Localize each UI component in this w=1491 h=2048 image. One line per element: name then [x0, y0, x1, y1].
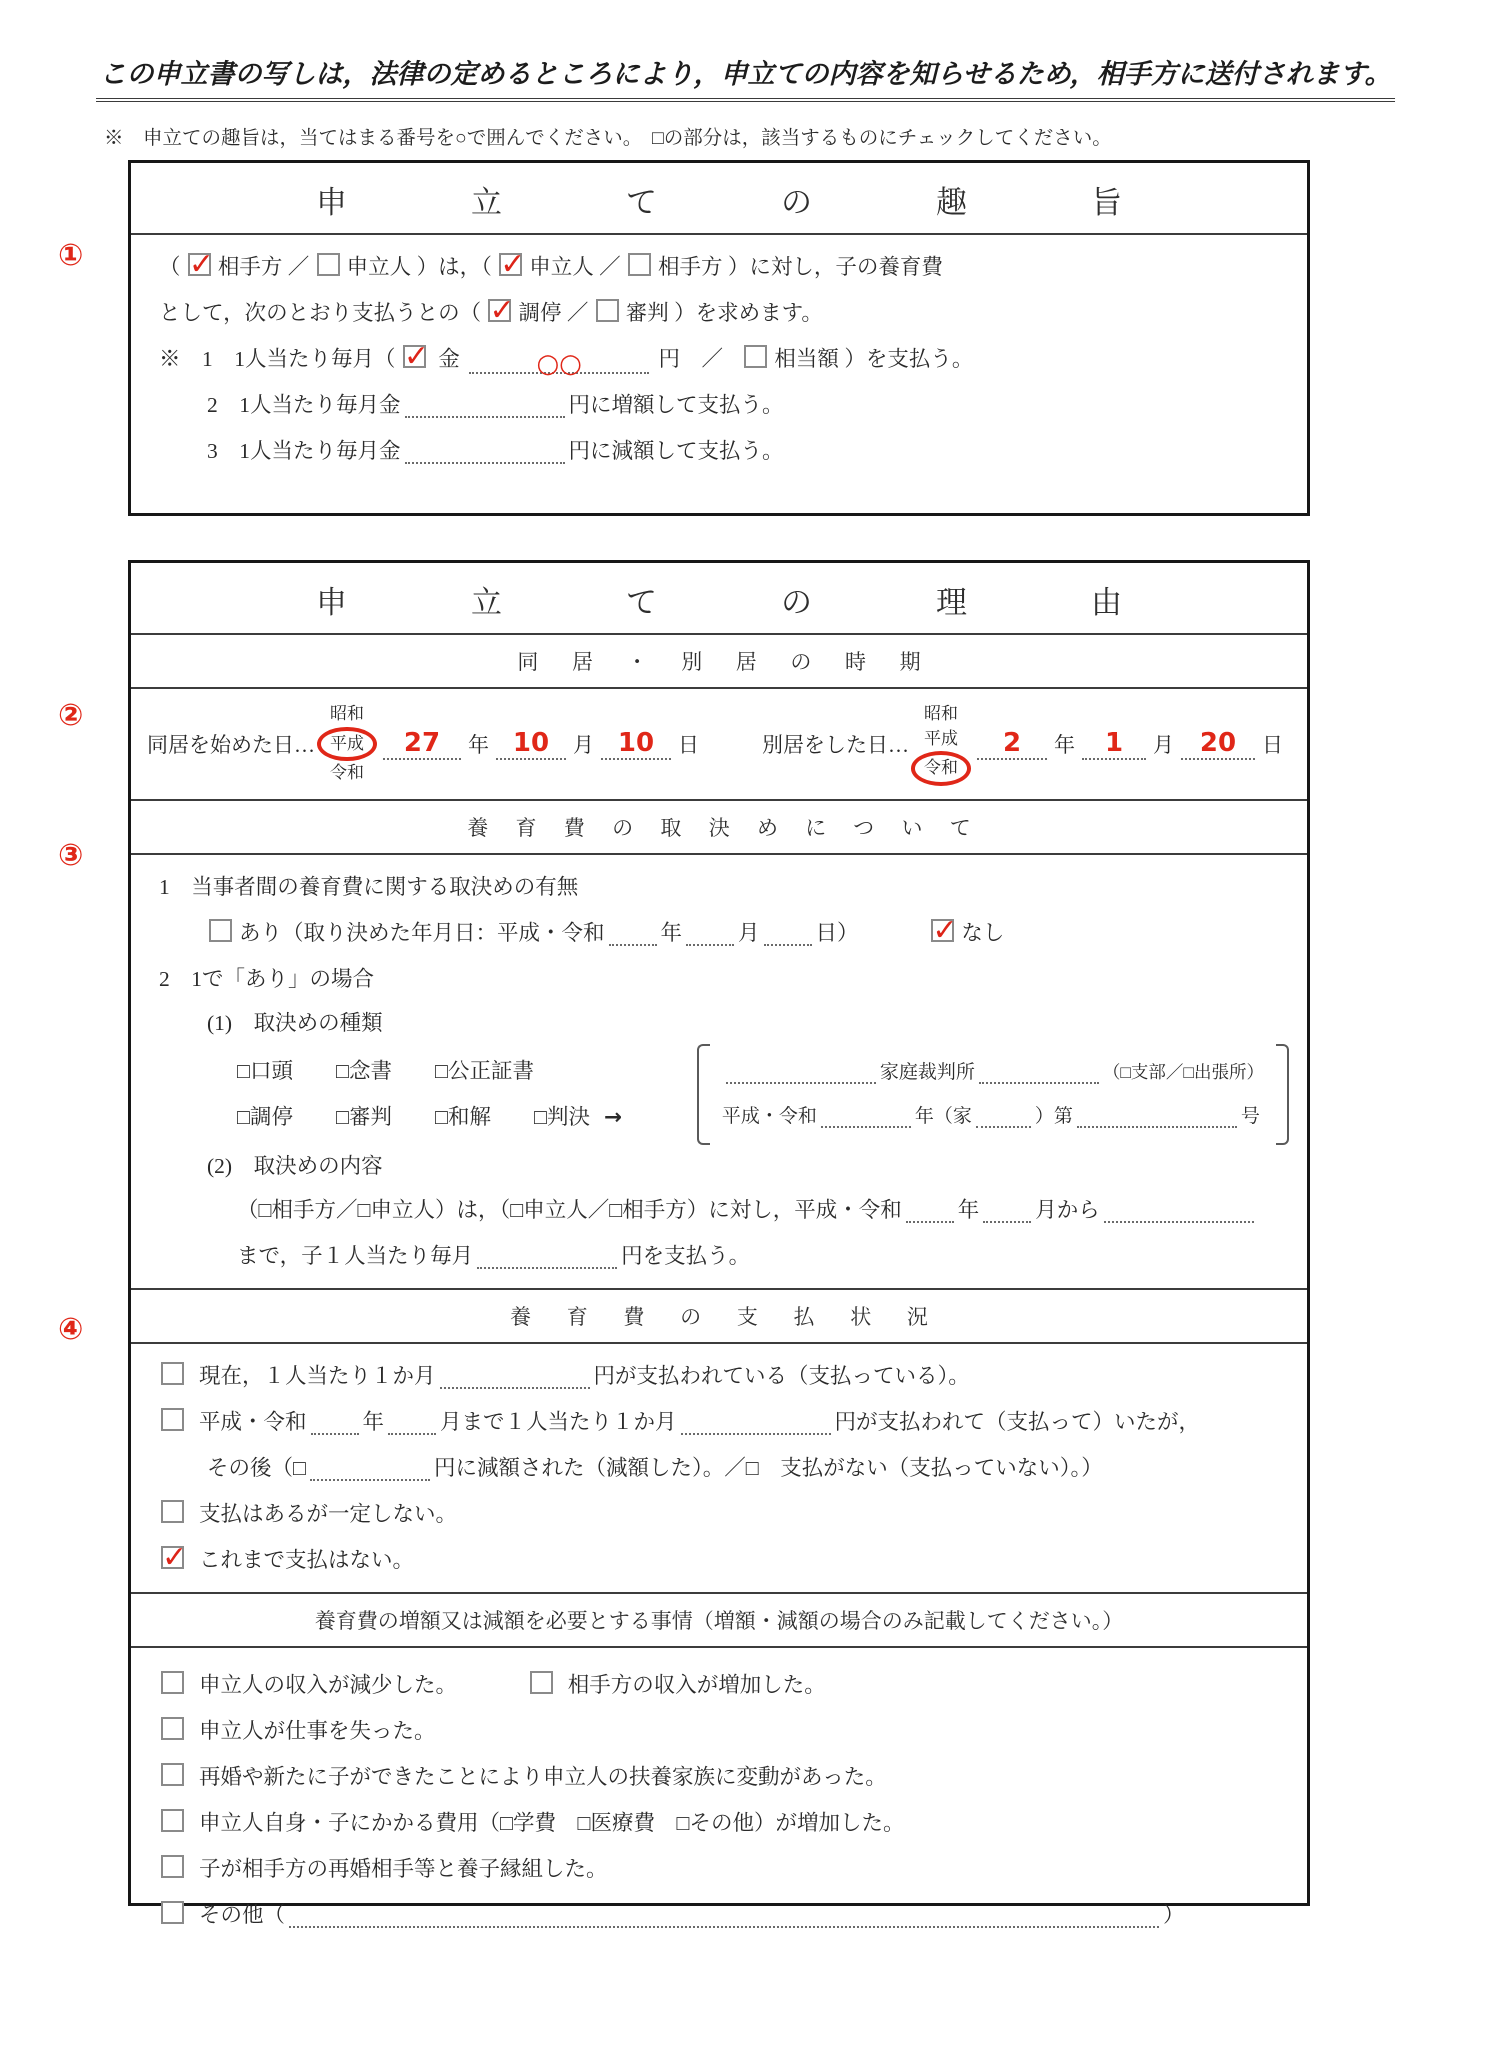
text: 月から [1035, 1198, 1100, 1222]
era-heisei-circled[interactable]: 平成 [317, 727, 377, 762]
label-adjudication: 審判 [625, 301, 669, 325]
text: ）第 [1034, 1106, 1073, 1127]
text: ） [1163, 1903, 1185, 1927]
label-payee-opponent: 相手方 [657, 255, 723, 279]
annotation-marker-3: ③ [58, 838, 84, 873]
past-month-field[interactable] [388, 1403, 436, 1435]
agreement-type-row-1[interactable]: □口頭 □念書 □公正証書 [237, 1059, 534, 1083]
checkbox-irregular-payment[interactable] [161, 1500, 184, 1523]
agreement-content-line-1 [159, 1187, 1289, 1233]
annotation-marker-2: ② [58, 698, 84, 733]
checkbox-payee-petitioner[interactable] [499, 253, 522, 276]
annotation-marker-4: ④ [58, 1312, 84, 1347]
label-opponent-income-increased: 相手方の収入が増加した。 [567, 1673, 826, 1697]
text: ※ 1 1人当たり毎月（ [159, 347, 396, 371]
text: （ [159, 255, 181, 279]
cohabit-month-value: 10 [512, 728, 550, 758]
era-stack-cohabit [317, 702, 377, 786]
era-reiwa[interactable]: 令和 [330, 763, 364, 783]
unit-month: 月 [573, 733, 594, 757]
unit-year-2: 年 [1054, 733, 1075, 757]
text: 平成・令和 [721, 1106, 817, 1127]
text: 月まで１人当たり１か月 [440, 1410, 677, 1434]
checkbox-child-adopted[interactable] [161, 1855, 184, 1878]
text: 号 [1240, 1106, 1260, 1127]
change-row-2 [159, 1708, 1289, 1754]
text: 2 1人当たり毎月金 [207, 393, 401, 417]
cohabit-day-value: 10 [617, 728, 655, 758]
label-lost-job: 申立人が仕事を失った。 [199, 1719, 436, 1743]
copy-sent-notice: この申立書の写しは，法律の定めるところにより，申立ての内容を知らせるため，相手方に送付されます。 [96, 52, 1396, 102]
separation-label: 別居をした日… [762, 733, 909, 757]
checkbox-paid-currently[interactable] [161, 1362, 184, 1385]
cohabitation-dates-row [131, 689, 1307, 799]
court-name-field-2[interactable] [979, 1052, 1099, 1084]
text: 円が支払われて（支払って）いたが， [834, 1410, 1201, 1434]
label-paid-currently: 現在，１人当たり１か月 [199, 1364, 436, 1388]
payment-current-line [159, 1353, 1289, 1399]
cohabit-day-field[interactable] [601, 728, 671, 760]
label-payer-opponent: 相手方 [217, 255, 283, 279]
agreement-content-line-2 [159, 1233, 1289, 1279]
separation-month-field[interactable] [1082, 728, 1146, 760]
agreement-case-heading: 2 1で「あり」の場合 [159, 967, 375, 991]
unit-day: 日 [678, 733, 699, 757]
text: ／ [287, 255, 310, 279]
checkbox-lost-job[interactable] [161, 1717, 184, 1740]
agreement-year-field[interactable] [609, 914, 657, 946]
label-agreement-exists: あり（取り決めた年月日：平成・令和 [239, 921, 605, 945]
separation-year-value: 2 [1002, 728, 1022, 758]
unit-month-2: 月 [1153, 733, 1174, 757]
purpose-item-1 [159, 336, 1289, 382]
past-year-field[interactable] [311, 1403, 359, 1435]
label-paid-until: 平成・令和 [199, 1410, 307, 1434]
era-reiwa-circled[interactable]: 令和 [911, 751, 971, 786]
content-month-field[interactable] [983, 1191, 1031, 1223]
text: 日） [815, 921, 859, 945]
increase-amount-field[interactable] [405, 386, 565, 418]
label-irregular-payment: 支払はあるが一定しない。 [199, 1502, 458, 1526]
section-payment-heading: 養育費の支払状況 [131, 1288, 1307, 1344]
text: まで，子１人当たり毎月 [237, 1244, 474, 1268]
cohabit-month-field[interactable] [496, 728, 566, 760]
agreement-day-field[interactable] [764, 914, 812, 946]
checkbox-dependents-changed[interactable] [161, 1763, 184, 1786]
payment-after-line[interactable] [159, 1445, 1289, 1491]
text: として，次のとおり支払うとの（ [159, 301, 482, 325]
purpose-line-1 [159, 244, 1289, 290]
checkbox-adjudication[interactable] [596, 299, 619, 322]
checkbox-no-agreement[interactable] [931, 919, 954, 942]
content-year-field[interactable] [906, 1191, 954, 1223]
content-until-field[interactable] [1104, 1191, 1254, 1223]
agreement-type-rows [159, 1044, 1289, 1145]
text: 円を支払う。 [621, 1244, 751, 1268]
checkbox-agreement-exists[interactable] [209, 919, 232, 942]
checkbox-mediation[interactable] [488, 299, 511, 322]
separation-day-field[interactable] [1181, 728, 1255, 760]
past-amount-field[interactable] [681, 1403, 831, 1435]
text: 円 ／ [658, 347, 724, 371]
era-stack-separation [911, 702, 971, 786]
label-no-agreement: なし [961, 921, 1005, 945]
separation-month-value: 1 [1104, 728, 1124, 758]
checkbox-fixed-amount[interactable] [403, 345, 426, 368]
case-number-line [722, 1095, 1264, 1139]
text: ／ [599, 255, 621, 279]
text: ）は，（ [416, 255, 492, 279]
reason-box [128, 560, 1310, 1927]
purpose-box-title: 申立ての趣旨 [131, 163, 1307, 235]
text: 年 [362, 1410, 385, 1434]
unit-day-2: 日 [1262, 733, 1283, 757]
text: ）を求めます。 [674, 301, 823, 325]
text: 円に減額して支払う。 [568, 439, 784, 463]
label-income-decreased: 申立人の収入が減少した。 [199, 1673, 458, 1697]
label-payer-petitioner: 申立人 [346, 255, 412, 279]
agreement-content-heading: (2) 取決めの内容 [207, 1154, 383, 1178]
annotation-marker-1: ① [58, 238, 84, 273]
decrease-amount-field[interactable] [405, 432, 565, 464]
section-cohabitation-heading: 同居・別居の時期 [131, 635, 1307, 689]
agreement-month-field[interactable] [686, 914, 734, 946]
checkbox-payee-opponent[interactable] [628, 253, 651, 276]
section-change-heading: 養育費の増額又は減額を必要とする事情（増額・減額の場合のみ記載してください。） [131, 1592, 1307, 1648]
text: その後（□ [207, 1456, 306, 1480]
unit-year: 年 [468, 733, 489, 757]
label-branch-options[interactable]: （□支部／□出張所） [1102, 1062, 1264, 1082]
checkbox-opponent-income-increased[interactable] [530, 1671, 553, 1694]
text: 年 [957, 1198, 980, 1222]
agreement-existence-heading: 1 当事者間の養育費に関する取決めの有無 [159, 875, 579, 899]
text: 円に減額された（減額した）。／□ 支払がない（支払っていない）。） [434, 1456, 1103, 1480]
change-row-1 [159, 1662, 1289, 1708]
text: 金 [438, 347, 460, 371]
label-payee-petitioner: 申立人 [529, 255, 594, 279]
case-ka-field[interactable] [976, 1096, 1031, 1128]
text: 月 [738, 921, 760, 945]
checkbox-other-reason[interactable] [161, 1901, 184, 1924]
text: ）を支払う。 [844, 347, 974, 371]
case-number-field[interactable] [1077, 1096, 1237, 1128]
label-expenses-increased[interactable]: 申立人自身・子にかかる費用（□学費 □医療費 □その他）が増加した。 [199, 1811, 905, 1835]
purpose-item-2 [159, 382, 1289, 428]
text: ）に対し，子の養育費 [727, 255, 943, 279]
change-row-5 [159, 1846, 1289, 1892]
payment-irregular-line [159, 1491, 1289, 1537]
payment-none-line [159, 1537, 1289, 1583]
purpose-line-2 [159, 290, 1289, 336]
checkbox-expenses-increased[interactable] [161, 1809, 184, 1832]
change-row-6 [159, 1892, 1289, 1938]
era-showa-2[interactable]: 昭和 [924, 704, 958, 724]
text: 円が支払われている（支払っている）。 [593, 1364, 970, 1388]
cohabit-start-label: 同居を始めた日… [147, 733, 315, 757]
agreement-type-heading: (1) 取決めの種類 [207, 1011, 383, 1035]
label-child-adopted: 子が相手方の再婚相手等と養子縁組した。 [199, 1857, 608, 1881]
agreement-existence-line [159, 910, 1289, 956]
arrow-icon: → [603, 1105, 622, 1130]
agreement-type-row-2[interactable] [237, 1094, 661, 1141]
checkbox-payer-opponent[interactable] [188, 253, 211, 276]
era-heisei-2[interactable]: 平成 [924, 728, 958, 748]
checkbox-income-decreased[interactable] [161, 1671, 184, 1694]
change-reasons-block [131, 1648, 1307, 1947]
court-name-field[interactable] [726, 1052, 876, 1084]
purpose-item-3 [159, 428, 1289, 474]
other-reason-field[interactable] [289, 1896, 1159, 1928]
change-row-3 [159, 1754, 1289, 1800]
text: ／ [566, 301, 589, 325]
content-amount-field[interactable] [477, 1237, 617, 1269]
reason-box-title: 申立ての理由 [131, 563, 1307, 635]
label-dependents-changed: 再婚や新たに子ができたことにより申立人の扶養家族に変動があった。 [199, 1765, 887, 1789]
agreement-block [131, 855, 1307, 1288]
checkbox-equivalent-amount[interactable] [744, 345, 767, 368]
bracket-right [1276, 1044, 1289, 1145]
court-name-line [722, 1050, 1264, 1095]
cohabit-year-field[interactable] [383, 728, 461, 760]
separation-day-value: 20 [1199, 728, 1237, 758]
change-row-4 [159, 1800, 1289, 1846]
label-family-court: 家庭裁判所 [879, 1062, 975, 1083]
bracket-left [697, 1044, 710, 1145]
checkbox-payer-petitioner[interactable] [317, 253, 340, 276]
payment-past-line [159, 1399, 1289, 1445]
text: 円に増額して支払う。 [568, 393, 784, 417]
section-agreement-heading: 養育費の取決めについて [131, 799, 1307, 855]
case-year-field[interactable] [821, 1096, 911, 1128]
text[interactable]: （□相手方／□申立人）は，（□申立人／□相手方）に対し，平成・令和 [237, 1198, 902, 1222]
monthly-amount-value: ○○ [536, 349, 582, 379]
instruction-note: ※ 申立ての趣旨は，当てはまる番号を○で囲んでください。 □の部分は，該当するものにチェックしてください。 [104, 128, 1112, 149]
text: 3 1人当たり毎月金 [207, 439, 401, 463]
text: 年（家 [914, 1106, 972, 1127]
checkbox-paid-until[interactable] [161, 1408, 184, 1431]
label-never-paid: これまで支払はない。 [199, 1548, 415, 1572]
purpose-box [128, 160, 1310, 516]
monthly-amount-field[interactable] [469, 342, 649, 379]
text: □調停 □審判 □和解 □判決 [237, 1105, 590, 1129]
separation-year-field[interactable] [977, 728, 1047, 760]
current-amount-field[interactable] [440, 1357, 590, 1389]
payment-block [131, 1344, 1307, 1592]
text: 年 [660, 921, 683, 945]
reduced-amount-field[interactable] [310, 1449, 430, 1481]
label-mediation: 調停 [518, 301, 562, 325]
era-showa[interactable]: 昭和 [330, 704, 364, 724]
checkbox-never-paid[interactable] [161, 1546, 184, 1569]
cohabit-year-value: 27 [403, 728, 441, 758]
court-case-group [697, 1044, 1289, 1145]
label-other-reason: その他（ [199, 1903, 286, 1927]
label-equivalent-amount: 相当額 [774, 347, 839, 371]
